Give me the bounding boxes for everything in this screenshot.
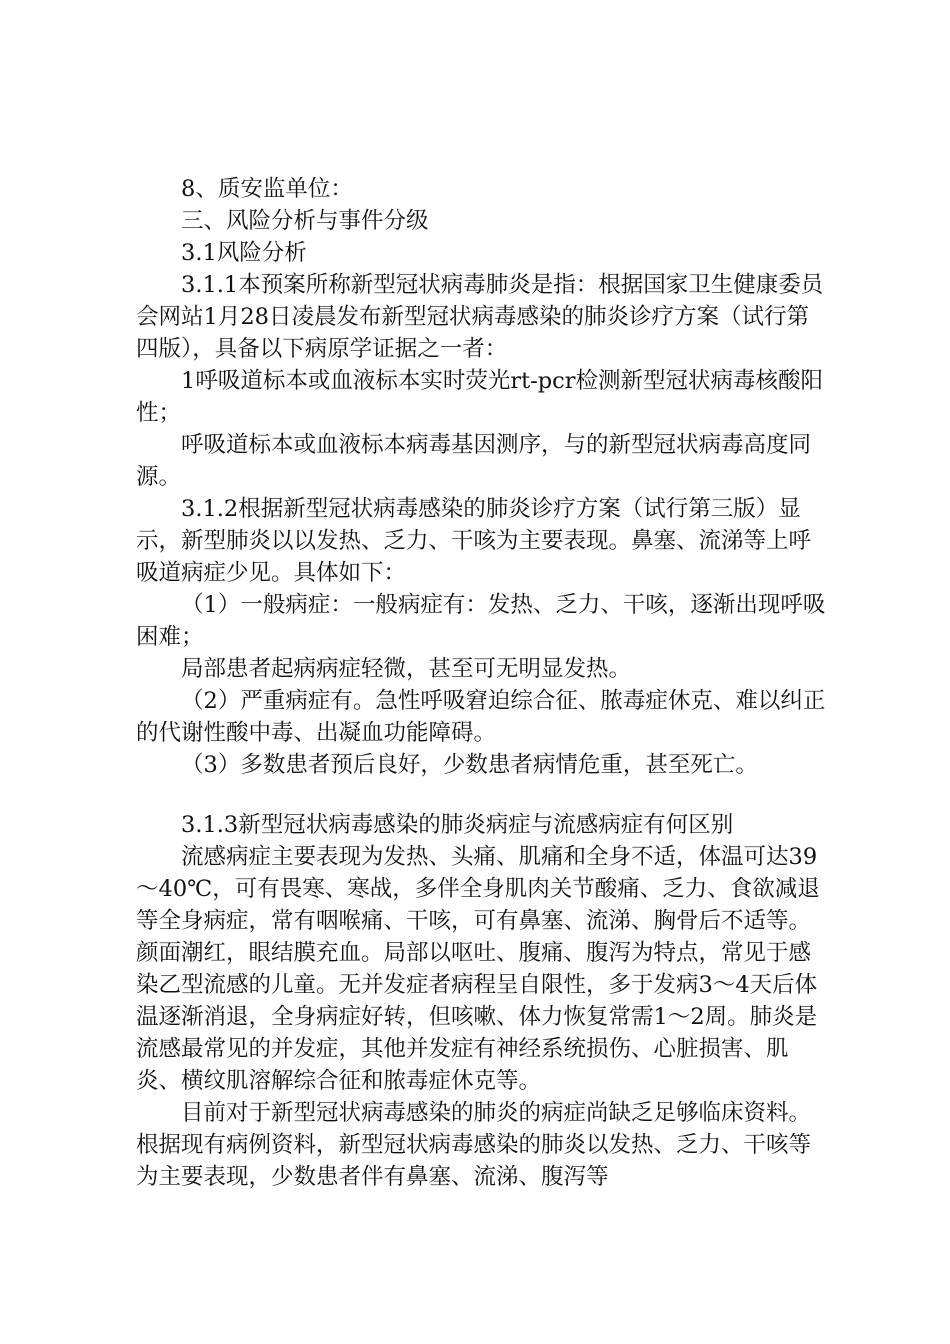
paragraph-spacer	[136, 781, 826, 809]
paragraph-symptom-2: （2）严重病症有。急性呼吸窘迫综合征、脓毒症休克、难以纠正的代谢性酸中毒、出凝血功能障碍。	[136, 688, 826, 746]
section-item-8: 8、质安监单位：	[181, 176, 353, 202]
subsection-heading-3-1: 3.1风险分析	[181, 240, 307, 266]
paragraph-symptom-1: （1）一般病症：一般病症有：发热、乏力、干咳，逐渐出现呼吸困难；	[136, 592, 826, 650]
paragraph-evidence-2: 呼吸道标本或血液标本病毒基因测序，与的新型冠状病毒高度同源。	[136, 432, 812, 490]
paragraph-current-data: 目前对于新型冠状病毒感染的肺炎的病症尚缺乏足够临床资料。根据现有病例资料，新型冠状病毒感染的肺炎以发热、乏力、干咳等为主要表现，少数患者伴有鼻塞、流涕、腹泻等	[136, 1100, 812, 1190]
paragraph-symptom-3: （3）多数患者预后良好，少数患者病情危重，甚至死亡。	[181, 752, 758, 778]
document-body	[136, 173, 826, 1193]
paragraph-mild-cases: 局部患者起病病症轻微，甚至可无明显发热。	[181, 656, 632, 682]
paragraph-3-1-2: 3.1.2根据新型冠状病毒感染的肺炎诊疗方案（试行第三版）显示，新型肺炎以以发热、乏力、干咳为主要表现。鼻塞、流涕等上呼吸道病症少见。具体如下：	[136, 496, 812, 586]
paragraph-3-1-1: 3.1.1本预案所称新型冠状病毒肺炎是指：根据国家卫生健康委员会网站1月28日凌晨发布新型冠状病毒感染的肺炎诊疗方案（试行第四版），具备以下病原学证据之一者：	[136, 272, 824, 362]
paragraph-evidence-1: 1呼吸道标本或血液标本实时荧光rt-pcr检测新型冠状病毒核酸阳性；	[136, 368, 823, 426]
section-heading-3: 三、风险分析与事件分级	[181, 208, 429, 234]
paragraph-flu-symptoms: 流感病症主要表现为发热、头痛、肌痛和全身不适，体温可达39～40℃，可有畏寒、寒战，多伴全身肌肉关节酸痛、乏力、食欲减退等全身病症，常有咽喉痛、干咳，可有鼻塞、流涕、胸骨后不适等。颜面潮红，眼结膜充血。局部以呕吐、腹痛、腹泻为特点，常见于感染乙型流感的儿童。无并发症者病程呈自限性，多于发病3～4天后体温逐渐消退，全身病症好转，但咳嗽、体力恢复常需1～2周。肺炎是流感最常见的并发症，其他并发症有神经系统损伤、心脏损害、肌炎、横纹肌溶解综合征和脓毒症休克等。	[136, 844, 820, 1094]
paragraph-3-1-3: 3.1.3新型冠状病毒感染的肺炎病症与流感病症有何区别	[181, 812, 734, 838]
